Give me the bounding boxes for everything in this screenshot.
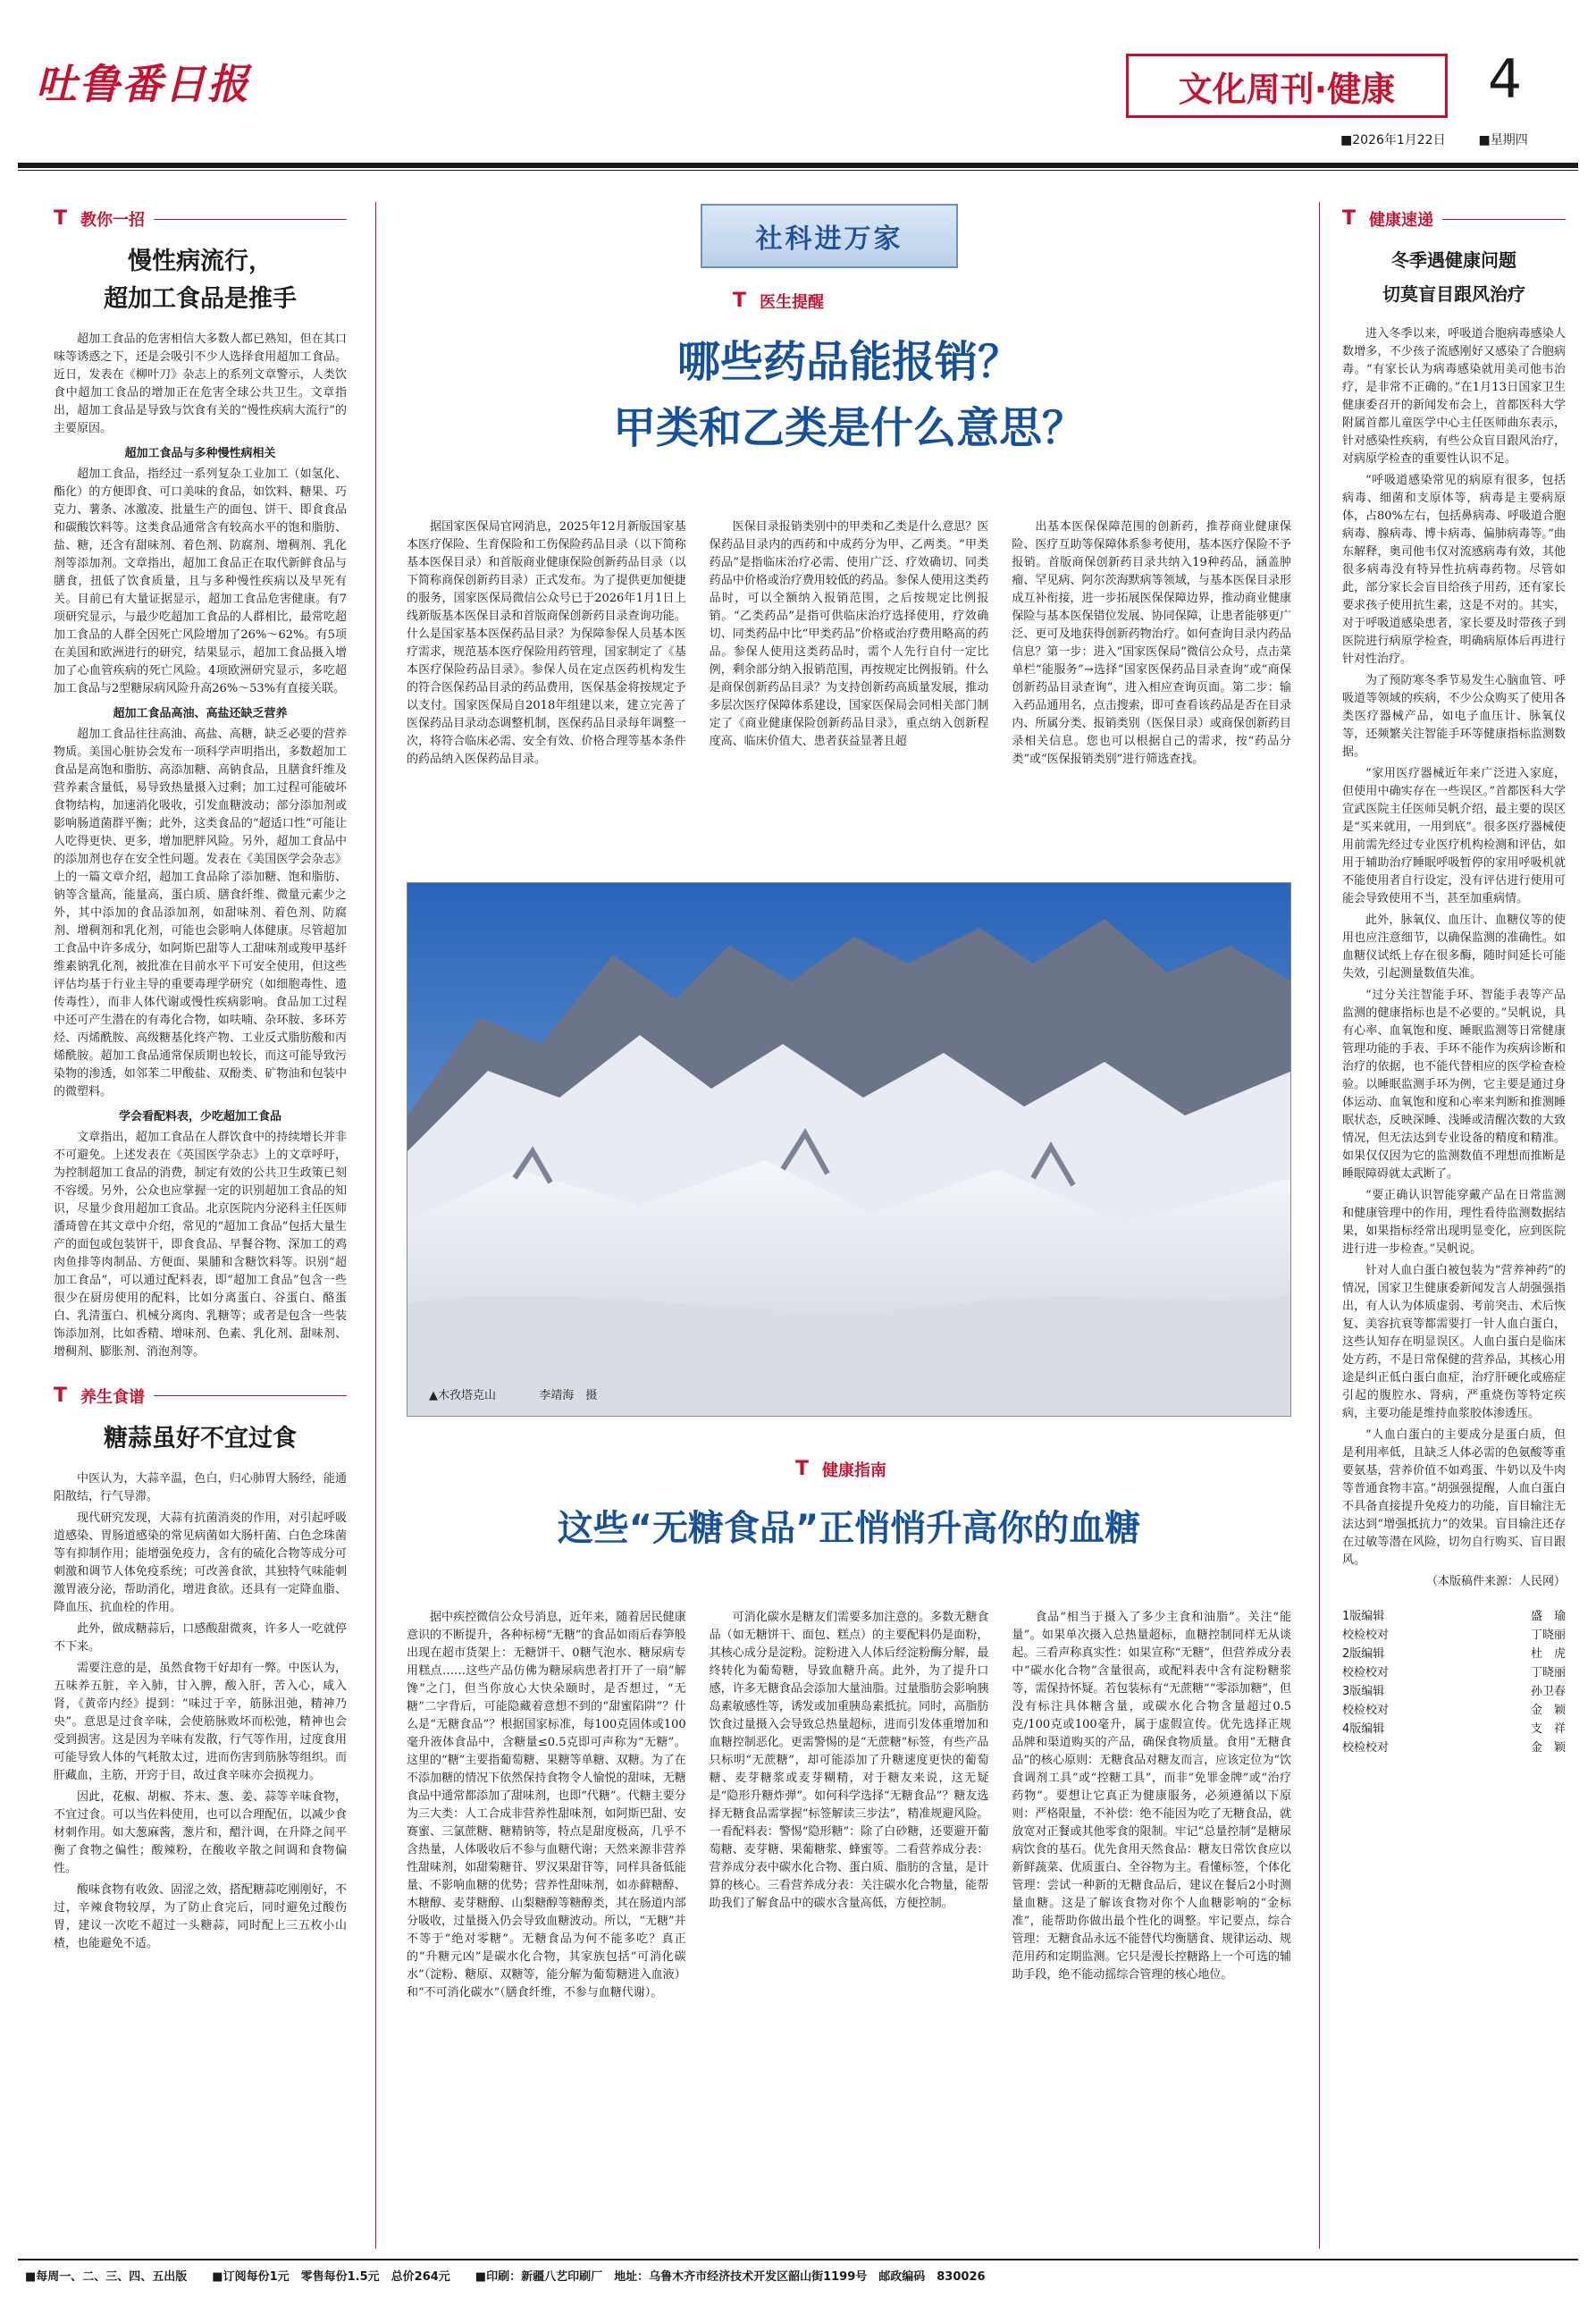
tag-label: 教你一招 bbox=[80, 211, 145, 230]
text-column bbox=[710, 518, 989, 871]
credit-row bbox=[1342, 1645, 1566, 1663]
title-line: 超加工食品是推手 bbox=[104, 284, 297, 313]
paragraph: 此外，脉氧仪、血压计、血糖仪等的使用也应注意细节，以确保监测的准确性。如血糖仪试纸上存在很多酶，随时间延长可能失效，引起测量数值失准。 bbox=[1342, 913, 1566, 981]
article-title: 这些“无糖食品”正悄悄升高你的血糖 bbox=[557, 1508, 1141, 1549]
t-icon: T bbox=[1342, 207, 1357, 230]
credit-row bbox=[1342, 1701, 1566, 1720]
paragraph: 医保目录报销类别中的甲类和乙类是什么意思？医保药品目录内的西药和中成药分为甲、乙两类。“甲类药品”是指临床治疗必需、使用广泛、疗效确切、同类药品中价格或治疗费用较低的药品。参保人使用这类药品时，可以全额纳入报销范围，之后按规定比例报销。“乙类药品”是指可供临床治疗选择使用，疗效确切、同类药品中比“甲类药品”价格或治疗费用略高的药品。参保人使用这类药品时，需个人先行自付一定比例，剩余部分纳入报销范围，再按规定比例报销。什么是商保创新药品目录？为支持创新药高质量发展，推动多层次医疗保障体系建设，国家医保局会同相关部门制定了《商业健康保险创新药品目录》，重点纳入创新程度高、临床价值大、患者获益显著且超 bbox=[709, 520, 989, 748]
text-column bbox=[407, 1609, 686, 2245]
tag-label: 健康速递 bbox=[1369, 211, 1433, 230]
subheading: 超加工食品与多种慢性病相关 bbox=[124, 446, 276, 460]
editor-credits bbox=[1342, 1607, 1566, 1757]
tag-rule bbox=[154, 1395, 347, 1396]
paragraph: 食品“相当于摄入了多少主食和油脂”。关注“能量”。如果单次摄入总热量超标，血糖控制同样无从谈起。三看声称真实性：如果宣称“无糖”，但营养成分表中“碳水化合物”含量很高，或配料表中含有淀粉糖浆等，需保持怀疑。若包装标有“无蔗糖”“零添加糖”，但没有标注具体糖含量，或碳水化合物含量超过0.5克/100克或100毫升，属于虚假宣传。优先选择正规品牌和渠道购买的产品，确保食物质量。食用“无糖食品”的核心原则：无糖食品对糖友而言，应该定位为“饮食调剂工具”或“控糖工具”，而非“免罪金牌”或“治疗药物”。要想让它真正为健康服务，必须遵循以下原则：严格限量，不补偿：绝不能因为吃了无糖食品，就放宽对正餐或其他零食的限制。牢记“总量控制”是糖尿病饮食的基石。优先食用天然食品：糖友日常饮食应以新鲜蔬菜、优质蛋白、全谷物为主。看懂标签，个体化管理：尝试一种新的无糖食品后，建议在餐后2小时测量血糖。这是了解该食物对你个人血糖影响的“金标准”，能帮助你做出最个性化的调整。牢记要点，综合管理：无糖食品永远不能替代均衡膳食、规律运动、规范用药和定期监测。它只是漫长控糖路上一个可选的辅助手段，绝不能动摇综合管理的核心地位。 bbox=[1012, 1611, 1291, 1982]
paragraph: “呼吸道感染常见的病原有很多，包括病毒、细菌和支原体等，病毒是主要病原体，占80%左右，包括鼻病毒、呼吸道合胞病毒、腺病毒、博卡病毒、偏肺病毒等。”曲东解释，奥司他韦仅对流感病毒有效，其他很多病毒没有特异性抗病毒药物。尽管如此，部分家长会盲目给孩子用药，还有家长要求孩子使用抗生素，这是不对的。其实，对于呼吸道感染患者，家长要及时带孩子到医院进行病原学检查，明确病原体后再进行针对性治疗。 bbox=[1342, 474, 1566, 666]
text-column bbox=[407, 518, 686, 871]
banner-text: 社科进万家 bbox=[755, 223, 903, 255]
paragraph: 超加工食品，指经过一系列复杂工业加工（如氢化、酯化）的方便即食、可口美味的食品，如饮料、糖果、巧克力、薯条、冰激凌、批量生产的面包、饼干、即食食品和碳酸饮料等。这类食品通常含有较高水平的饱和脂肪、盐、糖，还含有甜味剂、着色剂、防腐剂、增稠剂、乳化剂等添加剂。文章指出，超加工食品正在取代新鲜食品与膳食，扭低了饮食质量，且与多种慢性疾病以及早死有关。目前已有大量证据显示，超加工食品危害健康。有7项研究显示，与最少吃超加工食品的人群相比，最常吃超加工食品的人群全因死亡风险增加了26%～62%。有5项在美国和欧洲进行的研究，结果显示，超加工食品摄入增加了心血管疾病的死亡风险。4项欧洲研究显示，多吃超加工食品与2型糖尿病风险升高26%～53%有直接关联。 bbox=[54, 467, 347, 695]
credit-row bbox=[1342, 1720, 1566, 1738]
section-tag bbox=[54, 207, 347, 231]
photo-caption bbox=[429, 1385, 597, 1402]
weekday: ■星期四 bbox=[1478, 133, 1528, 147]
t-icon: T bbox=[733, 290, 747, 312]
paragraph: 中医认为，大蒜辛温，色白，归心肺胃大肠经，能通阳散结，行气导滞。 bbox=[54, 1471, 347, 1503]
credit-role: 1版编辑 bbox=[1342, 1610, 1385, 1623]
credit-role: 校检校对 bbox=[1342, 1629, 1390, 1642]
credit-name: 丁晓丽 bbox=[1530, 1629, 1566, 1642]
credit-role: 校检校对 bbox=[1342, 1704, 1390, 1717]
article-body bbox=[407, 1609, 1291, 2245]
paragraph: 针对人血白蛋白被包装为“营养神药”的情况，国家卫生健康委新闻发言人胡强强指出，有人认为体质虚弱、考前突击、术后恢复、美容抗衰等都需要打一针人血白蛋白，这些认知存在明显误区。人血白蛋白是临床处方药，不是日常保健的营养品，其核心用途是纠正低白蛋白血症，治疗肝硬化或癌症引起的腹腔水、肾病，严重烧伤等特定疾病，主要功能是维持血浆胶体渗透压。 bbox=[1342, 1264, 1566, 1420]
newspaper-logo: 吐鲁番日报 bbox=[36, 60, 250, 108]
column-divider-right bbox=[1319, 202, 1320, 2249]
mountain-illustration bbox=[407, 883, 1291, 1417]
tag-label: 医生提醒 bbox=[760, 293, 824, 312]
credit-row bbox=[1342, 1663, 1566, 1682]
credit-role: 4版编辑 bbox=[1342, 1722, 1385, 1736]
paragraph: 进入冬季以来，呼吸道合胞病毒感染人数增多，不少孩子流感刚好又感染了合胞病毒。“有家长认为病毒感染就用美司他韦治疗，是非常不正确的。”在1月13日国家卫生健康委召开的新闻发布会上，首都医科大学附属首都儿童医学中心主任医师曲东表示，针对感染性疾病，有些公众盲目跟风治疗，对病原学检查的重要性认识不足。 bbox=[1342, 327, 1566, 466]
paragraph: 为了预防寒冬季节易发生心脑血管、呼吸道等领域的疾病，不少公众购买了使用各类医疗器械产品，如电子血压计、脉氧仪等，还频繁关注智能手环等健康指标监测数据。 bbox=[1342, 674, 1566, 759]
section-tag bbox=[733, 290, 947, 313]
article-body bbox=[407, 518, 1291, 871]
credit-name: 丁晓丽 bbox=[1530, 1666, 1566, 1679]
paragraph: 超加工食品的危害相信大多数人都已熟知，但在其口味等诱惑之下，还是会吸引不少人选择食用超加工食品。近日，发表在《柳叶刀》杂志上的系列文章警示，人类饮食中超加工食品的增加正在危害全球公共卫生。文章指出，超加工食品是导致与饮食有关的“慢性疾病大流行”的主要原因。 bbox=[54, 332, 347, 435]
credit-role: 校检校对 bbox=[1342, 1666, 1390, 1679]
right-column bbox=[1342, 202, 1566, 2249]
paragraph: 酸味食物有收敛、固涩之效，搭配糖蒜吃刚刚好，不过，辛辣食物较厚，为了防止食完后，同时避免过酸伤胃，建议一次吃不超过一头糖蒜，同时配上三五枚小山楂，也能避免不适。 bbox=[54, 1882, 347, 1950]
credit-row bbox=[1342, 1607, 1566, 1626]
footer-rule bbox=[18, 2259, 1578, 2260]
paragraph: 此外，做成糖蒜后，口感酸甜微爽，许多人一吃就停不下来。 bbox=[54, 1621, 347, 1654]
footer-schedule: ■每周一、二、三、四、五出版 bbox=[25, 2270, 188, 2284]
masthead bbox=[18, 36, 1578, 134]
title-line: 冬季遇健康问题 bbox=[1391, 249, 1516, 271]
footer bbox=[25, 2267, 1580, 2284]
paragraph: 因此，花椒、胡椒、芥末、葱、姜、蒜等辛味食物，不宜过食。可以当佐料使用，也可以合理配伍，以减少食材刺作用。如大葱麻酱，葱片和，醋汁调，在升降之间平衡了食物之偏性；酸辣粉，在酸收辛散之间调和食物偏性。 bbox=[54, 1789, 347, 1875]
credit-row bbox=[1342, 1738, 1566, 1757]
credit-name: 金 颖 bbox=[1530, 1741, 1566, 1755]
title-line: 切莫盲目跟风治疗 bbox=[1382, 283, 1525, 305]
credit-role: 校检校对 bbox=[1342, 1741, 1390, 1755]
masthead-rule bbox=[18, 163, 1578, 168]
page-number: 4 bbox=[1488, 48, 1523, 111]
credit-role: 2版编辑 bbox=[1342, 1647, 1385, 1661]
text-column bbox=[1012, 518, 1291, 871]
tag-rule bbox=[154, 219, 347, 220]
t-icon: T bbox=[795, 1458, 810, 1480]
date: ■2026年1月22日 bbox=[1340, 133, 1446, 147]
paragraph: 需要注意的是，虽然食物干好却有一弊。中医认为，五味养五脏，辛入肺，甘入脾，酸入肝，苦入心，咸入肾，《黄帝内经》提到：“味过于辛，筋脉沮弛，精神乃央”。意思是过食辛味，会使筋脉败坏而松弛，精神也会受到损害。这是因为辛味有发散，行气等作用，过度食用可能导致人体的气耗散太过，进而伤害到筋脉等组织。而肝藏血，主筋，开窍于目，故过食辛味亦会损视力。 bbox=[54, 1661, 347, 1782]
text-column bbox=[1012, 1609, 1291, 2245]
text-column bbox=[710, 1609, 989, 2245]
credit-row bbox=[1342, 1682, 1566, 1701]
article-title bbox=[1342, 243, 1566, 311]
credit-name: 金 颖 bbox=[1530, 1704, 1566, 1717]
credit-name: 杜 虎 bbox=[1530, 1647, 1566, 1661]
paragraph: “要正确认识智能穿戴产品在日常监测和健康管理中的作用，理性看待监测数据结果，如果指标经常出现明显变化，应到医院进行进一步检查。”吴帆说。 bbox=[1342, 1189, 1566, 1256]
t-icon: T bbox=[54, 1384, 68, 1407]
column-divider-left bbox=[375, 202, 376, 2249]
paragraph: 超加工食品往往高油、高盐、高糖，缺乏必要的营养物质。美国心脏协会发布一项科学声明指出，多数超加工食品是高饱和脂肪、高添加糖、高钠食品，且膳食纤维及营养素含量低，易导致热量摄入过剩；加工过程可能破坏食物结构，加速消化吸收，引发血糖波动；部分添加剂或影响肠道菌群平衡；此外，这类食品的“超适口性”可能让人吃得更快、更多，增加肥胖风险。另外，超加工食品中的添加剂也存在安全性问题。发表在《美国医学会杂志》上的一篇文章介绍，超加工食品除了添加糖、饱和脂肪、钠等含量高，能量高，蛋白质、膳食纤维、微量元素少之外，其中添加的食品添加剂，如甜味剂、着色剂、防腐剂、增稠剂和乳化剂，可能也会影响人体健康。尽管超加工食品中许多成分，如阿斯巴甜等人工甜味剂或羧甲基纤维素钠乳化剂，被批准在目前水平下可安全使用，但这些评估均基于行业主导的重要毒理学研究（如细胞毒性、遗传毒性），而非人体代谢或慢性疾病影响。食品加工过程中还可产生潜在的有毒化合物，如呋喃、杂环胺、多环芳烃、丙烯酰胺、高级糖基化终产物、工业反式脂肪酸和丙烯酰胺。超加工食品通常保质期也较长，而这可能导致污染物的渗透，如邻苯二甲酸盐、双酚类、矿物油和包装中的微塑料。 bbox=[54, 727, 347, 1099]
article-title bbox=[54, 243, 347, 318]
photo-credit: 李靖海 摄 bbox=[539, 1389, 598, 1402]
masthead-rule-thin bbox=[18, 170, 1578, 171]
subheading: 超加工食品高油、高盐还缺乏营养 bbox=[113, 706, 288, 720]
footer-printer: ■印刷：新疆八艺印刷厂 地址：乌鲁木齐市经济技术开发区韶山街1199号 邮政编码 830026 bbox=[475, 2270, 986, 2284]
footer-price: ■订阅每份1元 零售每份1.5元 总价264元 bbox=[212, 2270, 450, 2284]
credit-name: 盛 瑜 bbox=[1530, 1610, 1566, 1623]
paragraph: 现代研究发现，大蒜有抗菌消炎的作用，对引起呼吸道感染、胃肠道感染的常见病菌如大肠杆菌、白色念珠菌等有抑制作用；能增强免疫力，含有的硫化合物等成分可刺激和调节人体免疫系统；可改善食欲，其独特气味能刺激胃液分泌，帮助消化，增进食欲。还具有一定降血脂、降血压、抗血栓的作用。 bbox=[54, 1511, 347, 1614]
title-line: 甲类和乙类是什么意思？ bbox=[612, 403, 1085, 453]
subheading: 学会看配料表，少吃超加工食品 bbox=[118, 1109, 281, 1124]
paragraph: 文章指出，超加工食品在人群饮食中的持续增长并非不可避免。上述发表在《英国医学杂志》上的文章呼吁，为控制超加工食品的消费，制定有效的公共卫生政策已刻不容缓。另外，公众也应掌握一定的识别超加工食品的知识，尽量少食用超加工食品。北京医院内分泌科主任医师潘琦曾在其文章中介绍，常见的“超加工食品”包括大量生产的面包或包装饼干，即食食品、早餐谷物、深加工的鸡肉鱼排等肉制品、方便面、果脯和含糖饮料等。识别“超加工食品”，可以通过配料表，即“超加工食品”包含一些很少在厨房使用的配料，比如分离蛋白、谷蛋白、酪蛋白、乳清蛋白、机械分离肉、乳糖等；或者是包含一些装饰添加剂，比如香精、增味剂、色素、乳化剂、甜味剂、增稠剂、膨胀剂、消泡剂等。 bbox=[54, 1130, 347, 1359]
section-title: 文化周刊·健康 bbox=[1178, 69, 1396, 109]
paragraph: “家用医疗器械近年来广泛进入家庭，但使用中确实存在一些误区。”首都医科大学宣武医院主任医师吴帆介绍，最主要的误区是“买来就用，一用到底”。很多医疗器械使用前需先经过专业医疗机构检测和评估，如用于辅助治疗睡眠呼吸暂停的家用呼吸机就不能使用者自行设定，没有评估进行使用可能会导致使用不当，甚至加重病情。 bbox=[1342, 767, 1566, 905]
section-tag bbox=[1342, 207, 1566, 231]
credit-name: 孙卫春 bbox=[1530, 1685, 1566, 1698]
section-tag bbox=[795, 1458, 1010, 1481]
paragraph: “过分关注智能手环、智能手表等产品监测的健康指标也是不必要的。”吴帆说，具有心率、血氧饱和度、睡眠监测等日常健康管理功能的手表、手环不能作为疾病诊断和治疗的依据，也不能代替相应的医学检查检验。以睡眠监测手环为例，它主要是通过身体运动、血氧饱和度和心率来判断和推测睡眠状态，反映深睡、浅睡或清醒次数的大致情况，但无法达到专业设备的精度和精准。如果仅仅因为它的监测数值不理想而推断是睡眠障碍就太武断了。 bbox=[1342, 989, 1566, 1181]
caption-text: ▲木孜塔克山 bbox=[429, 1389, 496, 1402]
tag-label: 养生食谱 bbox=[80, 1387, 145, 1407]
title-line: 哪些药品能报销？ bbox=[676, 337, 1021, 387]
section-header bbox=[1126, 54, 1448, 118]
source-note: （本版稿件来源：人民网） bbox=[1425, 1575, 1566, 1588]
mountain-photo bbox=[407, 882, 1291, 1417]
paragraph: 据国家医保局官网消息，2025年12月新版国家基本医疗保险、生育保险和工伤保险药品目录（以下简称基本医保目录）和首版商业健康保险创新药品目录（以下简称商保创新药目录）正式发布。为了提供更加便捷的服务，国家医保局微信公众号已于2026年1月1日上线新版基本医保目录和首版商保创新药目录查询功能。什么是国家基本医保药品目录？为保障参保人员基本医疗需求，规范基本医疗保险用药管理，国家制定了《基本医疗保险药品目录》。参保人员在定点医药机构发生的符合医保药品目录的药品费用，医保基金将按规定予以支付。国家医保局自2018年组建以来，建立完善了医保药品目录动态调整机制，医保药品目录每年调整一次，将符合临床必需、安全有效、价格合理等基本条件的药品纳入医保药品目录。 bbox=[407, 520, 686, 766]
title-line: 慢性病流行， bbox=[128, 248, 273, 275]
credit-role: 3版编辑 bbox=[1342, 1685, 1385, 1698]
left-column bbox=[54, 202, 347, 2249]
credit-row bbox=[1342, 1626, 1566, 1645]
tag-label: 健康指南 bbox=[822, 1461, 886, 1480]
article-title: 糖蒜虽好不宜过食 bbox=[104, 1424, 297, 1452]
article-title bbox=[411, 329, 1287, 461]
paragraph: 可消化碳水是糖友们需要多加注意的。多数无糖食品（如无糖饼干、面包、糕点）的主要配料仍是面粉，其核心成分是淀粉。淀粉进入人体后经淀粉酶分解，最终转化为葡萄糖，导致血糖升高。此外，为了提升口感，许多无糖食品会添加大量油脂。过量脂肪会影响胰岛素敏感性等，诱发或加重胰岛素抵抗。同时，高脂肪饮食过量摄入会导致总热量超标，进而引发体重增加和血糖控制恶化。更需警惕的是“无蔗糖”标签，有些产品只标明“无蔗糖”，却可能添加了升糖速度更快的葡萄糖、麦芽糖浆或麦芽糊精，对于糖友来说，这无疑是“隐形升糖炸弹”。如何科学选择“无糖食品”？糖友选择无糖食品需掌握“标签解读三步法”，精准规避风险。一看配料表：警惕“隐形糖”：除了白砂糖，还要避开葡萄糖、麦芽糖、果葡糖浆、蜂蜜等。二看营养成分表：营养成分表中碳水化合物、蛋白质、脂肪的含量，是计算的核心。三看营养成分表：关注碳水化合物量，能帮助我们了解食品中的碳水含量高低，方便控制。 bbox=[709, 1611, 989, 1910]
banner bbox=[701, 204, 958, 268]
credit-name: 支 祥 bbox=[1530, 1722, 1566, 1736]
t-icon: T bbox=[54, 207, 68, 230]
paragraph: 据中疾控微信公众号消息，近年来，随着居民健康意识的不断提升，各种标榜“无糖”的食品如雨后春笋般出现在超市货架上：无糖饼干、0糖气泡水、糖尿病专用糕点……这些产品仿佛为糖尿病患者打开了一扇“解馋”之门，但当你放心大快朵颐时，是否想过，“无糖”二字背后，可能隐藏着意想不到的“甜蜜陷阱”？什么是“无糖食品”？根据国家标准，每100克固体或100毫升液体食品中，含糖量≤0.5克即可声称为“无糖”。这里的“糖”主要指葡萄糖、果糖等单糖、双糖。为了在不添加糖的情况下依然保持食物令人愉悦的甜味，无糖食品中通常都添加了甜味剂，也即“代糖”。代糖主要分为三大类：人工合成非营养性甜味剂，如阿斯巴甜、安赛蜜、三氯蔗糖、糖精钠等，特点是甜度极高，几乎不含热量，人体吸收后不参与血糖代谢；天然来源非营养性甜味剂，如甜菊糖苷、罗汉果甜苷等，同样具备低能量、不影响血糖的优势；营养性甜味剂，如赤藓糖醇、木糖醇、麦芽糖醇、山梨糖醇等糖醇类，其在肠道内部分吸收，过量摄入仍会导致血糖波动。所以，“无糖”并不等于“绝对零糖”。无糖食品为何不能多吃？真正的“升糖元凶”是碳水化合物，其家族包括“可消化碳水”（淀粉、糖原、双糖等，能分解为葡萄糖进入血液）和“不可消化碳水”（膳食纤维，不参与血糖代谢）。 bbox=[407, 1611, 686, 1999]
tag-rule bbox=[1442, 219, 1566, 220]
section-tag bbox=[54, 1385, 347, 1408]
paragraph: 出基本医保保障范围的创新药，推荐商业健康保险、医疗互助等保障体系参考使用，基本医疗保险不予报销。首版商保创新药目录共纳入19种药品，涵盖肿瘤、罕见病、阿尔茨海默病等领域，与基本医保目录形成互补衔接，进一步拓展医保保障边界，推动商业健康保险与基本医保错位发展、协同保障，让患者能够更广泛、更可及地获得创新药物治疗。如何查询目录内药品信息？第一步：进入“国家医保局”微信公众号，点击菜单栏“能服务”→选择“国家医保药品目录查询”或“商保创新药品目录查询”，进入相应查询页面。第二步：输入药品通用名，点击搜索，即可查看该药品是否在目录内、所属分类、报销类别（医保目录）或商保创新药目录相关信息。您也可以根据自己的需求，按“药品分类”或“医保报销类别”进行筛选查找。 bbox=[1012, 520, 1291, 766]
dateline bbox=[1340, 130, 1528, 148]
paragraph: “人血白蛋白的主要成分是蛋白质，但是利用率低，且缺乏人体必需的色氨酸等重要氨基，营养价值不如鸡蛋、牛奶以及牛肉等普通食物丰富。”胡强强提醒，人血白蛋白不具备直接提升免疫力的功能，盲目输注无法达到“增强抵抗力”的效果。盲目输注还存在过敏等潜在风险，切勿自行购买、盲目跟风。 bbox=[1342, 1428, 1566, 1567]
